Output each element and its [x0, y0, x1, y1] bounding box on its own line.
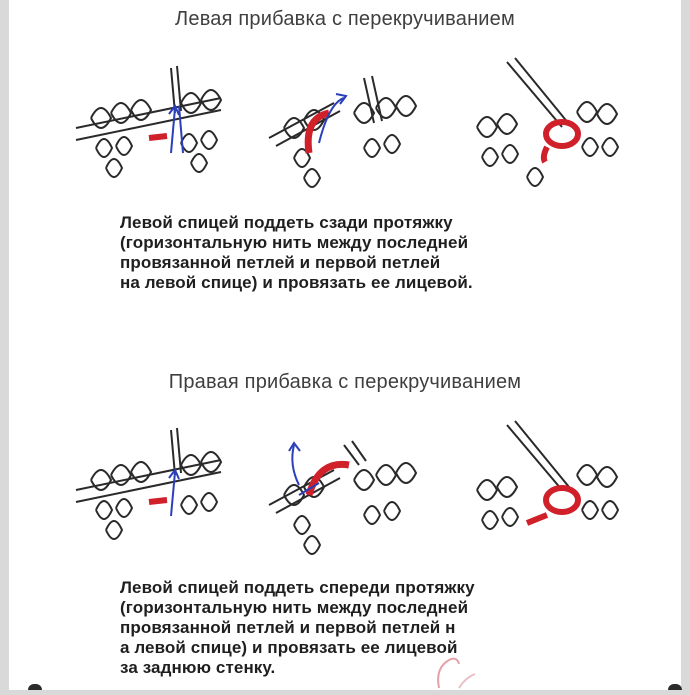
description-line: за заднюю стенку. — [120, 658, 590, 678]
section-title-right-increase: Правая прибавка с перекручиванием — [9, 371, 681, 394]
section-title-left-increase: Левая прибавка с перекручиванием — [9, 8, 681, 31]
knitting-step-1-illustration — [71, 58, 231, 198]
description-line: (горизонтальную нить между последней — [120, 233, 590, 253]
description-line: Левой спицей поддеть сзади протяжку — [120, 213, 590, 233]
description-line: а левой спице) и провязать ее лицевой — [120, 638, 590, 658]
knitting-step-1-illustration — [71, 420, 231, 560]
knitting-step-2-illustration — [264, 425, 424, 565]
knitting-step-3-illustration — [467, 52, 627, 192]
knitting-step-3-illustration — [467, 415, 627, 555]
knitting-step-2-illustration — [264, 58, 424, 198]
description-line: на левой спице) и провязать ее лицевой. — [120, 273, 590, 293]
description-line: провязанной петлей и первой петлей н — [120, 618, 590, 638]
description-line: Левой спицей поддеть спереди протяжку — [120, 578, 590, 598]
description-line: провязанной петлей и первой петлей — [120, 253, 590, 273]
page — [9, 0, 681, 690]
carousel-prev-icon[interactable] — [28, 684, 42, 690]
section-description-right-increase — [120, 578, 590, 678]
section-description-left-increase — [120, 213, 590, 293]
description-line: (горизонтальную нить между последней — [120, 598, 590, 618]
carousel-next-icon[interactable] — [668, 684, 682, 690]
watermark-icon — [419, 650, 479, 690]
